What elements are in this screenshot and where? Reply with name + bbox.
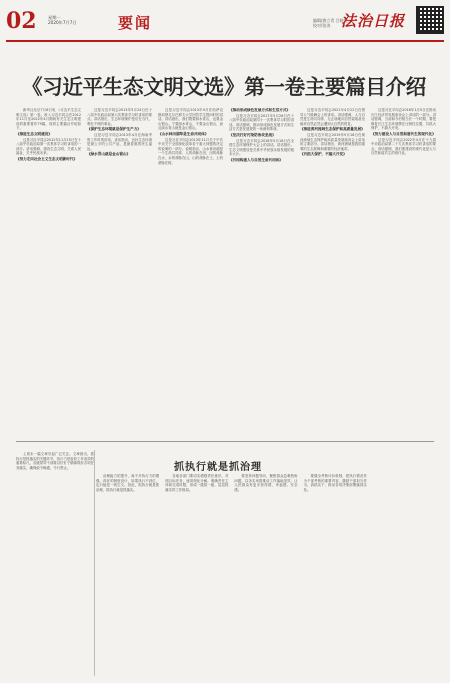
editorial-title: 抓执行就是抓治理 [174,462,262,473]
editorial-body [96,474,436,674]
item-title: 《推动形成绿色发展方式和生活方式》 [229,108,291,112]
proofreader-line: 校对/张涛 [313,23,331,28]
item-6 [229,108,294,132]
article-intro: 新华社北京7月6日电 《习近平生态文明文选》第一卷，收入习近平同志在2012年11月至2022年4月期间有关生态文明建设的重要著作79篇，现将主要篇目介绍如下。 [16,108,81,131]
header-divider [6,40,444,42]
article-body [16,108,436,440]
editorial-paragraph: 治理能力的提升，离不开执行力的增强。再好的制度设计，如果执行不到位，也只能是一纸空文。因此，抓执行就是抓治理，抓执行就是抓落实。 [96,474,160,492]
editorial-paragraph: 各地各部门要切实增强责任意识，对照目标任务，逐项细化分解，明确责任主体和完成时限，形成一级抓一级、层层抓落实的工作格局。 [165,474,229,492]
page-number: 02 [6,8,37,34]
weekday: 星期一 [48,15,61,20]
page-header [6,6,444,44]
item-1 [16,132,81,156]
item-text: 这是习近平同志2013年11月关于中共中央关于全面深化改革若干重大问题的决定的说明的一部分。说明指出，山水林田湖是一个生命共同体，人的命脉在田，田的命脉在水，水的命脉在山，山的命脉在土，土的命脉在树。 [158,137,223,165]
editor-line: 编辑/唐立青 吕晓亮 [313,18,348,23]
item-text: 这是习近平同志2022年4月在十九届中央政治局第二十九次集体学习时讲话的要点。讲话强调，我们要建设的现代化是人与自然和谐共生的现代化。 [371,137,436,156]
newspaper-logo: 法治日报 [341,12,406,30]
editorial-paragraph: 要坚持问题导向，聚焦群众急难愁盼问题，以务实举措推动工作落地见效，让人民群众有更多获得感、幸福感、安全感。 [234,474,298,492]
item-title: 《共同构建人与自然生命共同体》 [229,157,283,162]
item-9 [300,127,365,151]
item-title: 《山水林田湖草是生命共同体》 [158,131,209,136]
column-divider [94,450,95,676]
editorial-paragraph: 要健全考核评价机制，把执行情况作为干部考核的重要内容，激励干部担当作为，真抓实干，推动各项决策部署落到实处。 [303,474,367,492]
item-text: 这是习近平同志2013年4月在海南考察工作时的讲话。讲话指出，良好生态环境是最公平的公共产品，是最普惠的民生福祉。 [87,132,152,151]
item-text: 这是习近平同志2013年9月在哈萨克斯坦纳扎尔巴耶夫大学回答学生提问时的讲话。讲话指出，我们既要绿水青山，也要金山银山。宁要绿水青山，不要金山银山，而且绿水青山就是金山银山。 [158,108,223,131]
item-title: 《努力走向社会主义生态文明新时代》 [16,156,78,161]
item-title: 《推进生态文明建设》 [16,131,52,136]
item-7 [229,133,294,157]
item-text: 这是习近平同志2012年11月15日在十八届中央政治局第一次集体学习时讲话的一部分。讲话强调，建设生态文明，关系人民福祉，关乎民族未来。 [16,137,81,156]
issue-date [48,15,77,25]
item-3 [87,127,152,151]
item-title: 《共抓大保护，不搞大开发》 [300,152,347,157]
item-title: 《坚决打好污染防治攻坚战》 [229,132,276,137]
main-headline: 《习近平生态文明文选》第一卷主要篇目介绍 [22,75,426,99]
item-text: 这是习近平同志2021年4月22日在领导人气候峰会上的讲话。讲话强调，人与自然是生命共同体，无止境地向自然索取甚至破坏自然必然会遭到大自然的报复。 [300,108,365,126]
item-5 [158,132,223,165]
left-column-article [16,452,94,674]
item-title: 《推进黄河流域生态保护和高质量发展》 [300,127,365,132]
left-column-text: 上周末一篇文章引起广泛关注。文章指出，抓执行是抓落实的关键环节，执行力是检验工作成效的重要标尺。各级领导干部要以钉钉子精神抓好各项任务落实，确保政令畅通、令行禁止。 [16,452,94,470]
item-text: 这是习近平同志2018年5月18日在全国生态环境保护大会上的讲话。讲话指出，生态文明建设是关系中华民族永续发展的根本大计。 [229,138,294,157]
item-text: 这是习近平同志2013年5月24日在十八届中央政治局第六次集体学习时讲话的要点。讲话指出，生态环境保护是功在当代、利在千秋的事业。 [87,108,152,126]
item-title: 《努力建设人与自然和谐共生的现代化》 [371,131,436,136]
item-text: 这是习近平同志2019年9月18日在黄河流域生态保护和高质量发展座谈会上讲话的主要部分。讲话指出，黄河流域是我国重要的生态屏障和重要的经济地带。 [300,132,365,151]
item-11 [371,132,436,156]
section-title: 要闻 [118,14,153,32]
item-text: 这是习近平同志2016年1月5日在推动长江经济带发展座谈会上讲话的一部分。讲话强调，当前和今后相当长一个时期，要把修复长江生态环境摆在压倒性位置，共抓大保护，不搞大开发。 [371,108,436,131]
item-text: 这是习近平同志2017年5月26日在十八届中央政治局第四十一次集体学习时的讲话。讲话强调，推动形成绿色发展方式和生活方式是发展观的一场深刻革命。 [229,113,294,132]
qr-code-icon [416,6,444,34]
item-title: 《绿水青山就是金山银山》 [87,152,131,157]
section-divider [16,441,434,442]
item-title: 《保护生态环境就是保护生产力》 [87,127,141,132]
date-text: 2020年7月7日 [48,20,77,25]
